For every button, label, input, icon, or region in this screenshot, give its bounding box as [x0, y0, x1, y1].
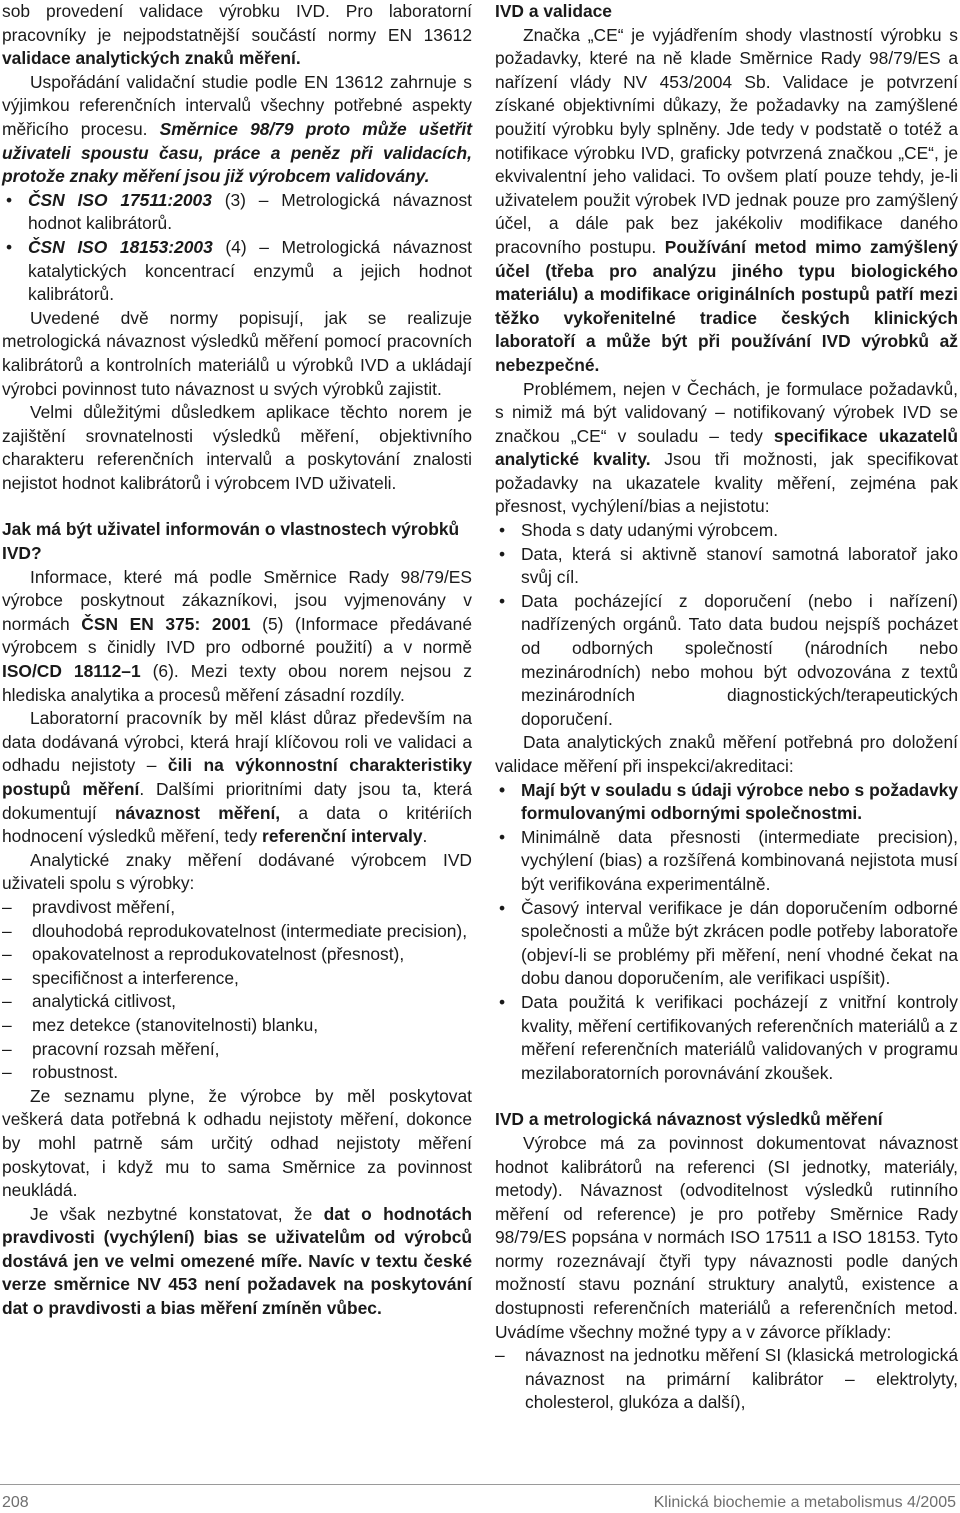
paragraph-emphasis: Používání metod mimo zamýšlený účel (třeba pro analýzu jiného typu biologického materiálu) a modifikace originálních postupů patří mezi těžko vykořenitelné tradice českých klinických laboratoří a může být při používání IVD výrobků až nebezpečné.	[495, 236, 958, 375]
standard-code: ČSN ISO 18153:2003	[28, 236, 213, 257]
list-item: • Časový interval verifikace je dán doporučením odborné společnosti a může být zkrácen podle potřeby laboratoře (objeví-li se problémy při měření, není vhodné čekat na dobu danou doporučením, ale verifikaci uspíšit).	[495, 897, 958, 991]
journal-name: Klinická biochemie a metabolismus 4/2005	[653, 1494, 956, 1511]
paragraph-text: . Dalšími prioritními daty jsou ta, která dokumentují	[2, 779, 472, 823]
list-item: – pravdivost měření,	[2, 896, 472, 920]
paragraph-text: (5) (Informace předávané výrobcem s činidly IVD pro odborné použití) a v normě	[2, 613, 472, 658]
standard-description: (4) – Metrologická návaznost katalytických koncentrací enzymů a jejich hodnot kalibrátorů.	[28, 236, 472, 305]
traceability-list	[495, 1344, 958, 1415]
page-number: 208	[2, 1494, 29, 1511]
paragraph-text: Uspořádání validační studie podle EN 13612 zahrnuje s výjimkou referenčních intervalů všechny potřebné aspekty měřicího procesu.	[2, 71, 472, 139]
paragraph-requirements	[495, 378, 958, 520]
paragraph-study-layout	[2, 71, 472, 189]
list-item: – robustnost.	[2, 1061, 472, 1085]
paragraph-analytical-features: Analytické znaky měření dodávané výrobcem IVD uživateli spolu s výrobky:	[2, 849, 472, 894]
list-item: • Data, která si aktivně stanoví samotná laboratoř jako svůj cíl.	[495, 543, 958, 590]
section-heading: IVD a metrologická návaznost výsledků měření	[495, 1109, 883, 1130]
list-item: – mez detekce (stanovitelnosti) blanku,	[2, 1014, 472, 1038]
section-heading: IVD a validace	[495, 1, 612, 21]
paragraph-text: .	[422, 826, 428, 847]
standard-code: ISO/CD 18112–1	[2, 661, 141, 682]
section-heading: Jak má být uživatel informován o vlastnostech výrobků IVD?	[2, 519, 460, 564]
paragraph-lab-worker	[2, 707, 472, 849]
paragraph-emphasis: dat o hodnotách pravdivosti (vychýlení) bias se uživatelům od výrobců dostává jen ve velmi omezené míře. Navíc v textu české verze směrnice NV 453 není požadavek na poskytování dat o pravdivosti a bias měření zmíněn vůbec.	[2, 1203, 472, 1319]
list-item: – analytická citlivost,	[2, 990, 472, 1014]
standard-code: ČSN ISO 17511:2003	[28, 189, 212, 210]
paragraph-ce-mark	[495, 24, 958, 378]
list-item: • Mají být v souladu s údaji výrobce nebo s požadavky formulovanými odbornými společnostmi.	[495, 779, 958, 826]
list-item: – specifičnost a interference,	[2, 967, 472, 991]
list-item: – návaznost na jednotku měření SI (klasická metrologická návaznost na primární kalibrátor – elektrolyty, cholesterol, glukóza a další),	[495, 1344, 958, 1415]
list-item: • Shoda s daty udanými výrobcem.	[495, 519, 958, 543]
validation-list	[495, 779, 958, 1086]
paragraph-intro	[2, 0, 472, 71]
paragraph-text: a data o kritériích hodnocení výsledků měření, tedy	[2, 802, 472, 847]
list-item: – dlouhodobá reprodukovatelnost (intermediate precision),	[2, 920, 472, 944]
list-item	[2, 236, 472, 307]
paragraph-information	[2, 566, 472, 708]
paragraph-standards: Uvedené dvě normy popisují, jak se realizuje metrologická návaznost výsledků měření pomocí pracovních kalibrátorů a kontrolních materiálů u výrobků IVD a ukládají výrobci povinnost tuto návaznost u svých výrobků zajistit.	[2, 307, 472, 399]
list-item: • Data použitá k verifikaci pocházejí z vnitřní kontroly kvality, měření certifikovaných referenčních materiálů a z měření referenčních materiálů validovaných v programu mezilaboratorních porovnávání zkoušek.	[495, 991, 958, 1085]
paragraph-text: Značka „CE“ je vyjádřením shody vlastností výrobku s požadavky, které na ně klade Směrnice Rady 98/79/ES a nařízení vlády NV 453/2004 Sb. Validace je potvrzení získané objektivními důkazy, že požadavky na zamýšlené použití výrobku byly splněny. Jde tedy v podstatě o totéž a notifikace výrobku IVD, graficky potvrzená značkou „CE“, je ekvivalentní jeho validaci. To ovšem platí pouze tehdy, je-li uživatelem použit výrobek IVD jednak pouze pro zamýšlený účel, a dále pak bez jakékoliv modifikace daného pracovního postupu.	[495, 24, 958, 257]
paragraph-emphasis: návaznost měření,	[114, 802, 281, 823]
paragraph-text: Laboratorní pracovník by měl klást důraz především na data dodávaná výrobci, která hrají klíčovou roli ve validaci a odhadu nejistoty –	[2, 708, 472, 776]
paragraph-emphasis: specifikace ukazatelů analytické kvality.	[495, 425, 958, 470]
list-item: – opakovatelnost a reprodukovatelnost (přesnost),	[2, 943, 472, 967]
paragraph-emphasis: Směrnice 98/79 proto může ušetřit uživateli spoustu času, práce a peněz při validacích, protože znaky měření jsou již výrobcem validovány.	[2, 118, 472, 187]
list-item: – pracovní rozsah měření,	[2, 1038, 472, 1062]
left-column	[2, 0, 472, 1321]
paragraph-text: (6). Mezi texty obou norem nejsou z hlediska analytika a procesů měření zásadní rozdíly.	[2, 661, 472, 705]
paragraph-validation-data: Data analytických znaků měření potřebná pro doložení validace měření při inspekci/akreditaci:	[495, 732, 958, 776]
list-item: • Minimálně data přesnosti (intermediate precision), vychýlení (bias) a rozšířená kombinovaná nejistota musí být verifikována experimentálně.	[495, 826, 958, 897]
paragraph-traceability: Výrobce má za povinnost dokumentovat návaznost hodnot kalibrátorů na referenci (SI jednotky, materiály, metody). Návaznost (odvoditelnost výsledků rutinního měření od reference) je pro potřeby Směrnice Rady 98/79/ES popsána v normách ISO 17511 a ISO 18153. Tyto normy rozeznávají čtyři typy návaznosti podle daných možností stavu poznání struktury analytů, existence a dostupnosti referenčních materiálů a referenčních metod. Uvádíme všechny možné typy a v závorce příklady:	[495, 1132, 958, 1342]
paragraph-text: sob provedení validace výrobku IVD. Pro laboratorní pracovníky je nejpodstatnější součástí normy EN 13612	[2, 1, 472, 45]
list-item	[2, 189, 472, 236]
list-item: • Data pocházející z doporučení (nebo i nařízení) nadřízených orgánů. Tato data budou nejspíš pocházet od odborných společností (národních nebo mezinárodních) nebo mohou být odvozována z textů mezinárodních diagnostických/terapeutických doporučení.	[495, 590, 958, 732]
features-list	[2, 896, 472, 1085]
paragraph-text: Problémem, nejen v Čechách, je formulace požadavků, s nimiž má být validovaný – notifikovaný výrobek IVD se značkou „CE“ v souladu – tedy	[495, 378, 958, 446]
paragraph-emphasis: validace analytických znaků měření.	[2, 48, 301, 69]
paragraph-text: Je však nezbytné konstatovat, že	[30, 1203, 324, 1224]
standards-list	[2, 189, 472, 307]
paragraph-emphasis: čili na výkonnostní charakteristiky postupů měření	[2, 755, 472, 799]
paragraph-text: Informace, které má podle Směrnice Rady 98/79/ES výrobce poskytnout zákazníkovi, jsou vyjmenovány v normách	[2, 566, 472, 634]
paragraph-text: Jsou tři možnosti, jak specifikovat požadavky na ukazatele kvality měření, zejména pak přesnost, vychýlení/bias a nejistotu:	[495, 449, 959, 517]
right-column	[495, 0, 958, 1415]
paragraph-emphasis: referenční intervaly	[262, 826, 423, 847]
paragraph-consequences: Velmi důležitými důsledkem aplikace těchto norem je zajištění srovnatelnosti výsledků měření, objektivního charakteru referenčních intervalů a poskytování znalosti nejistot hodnot kalibrátorů i výrobcem IVD uživateli.	[2, 402, 472, 493]
footer-divider	[0, 1484, 960, 1485]
paragraph-conclusion	[2, 1203, 472, 1321]
standard-code: ČSN EN 375: 2001	[81, 613, 251, 634]
standard-description: (3) – Metrologická návaznost hodnot kalibrátorů.	[28, 189, 472, 234]
options-list	[495, 519, 958, 731]
paragraph-uncertainty: Ze seznamu plyne, že výrobce by měl poskytovat veškerá data potřebná k odhadu nejistoty měření, dokonce by mohl patrně sám určitý odhad nejistoty měření poskytovat, i když mu to sama Směrnice za povinnost neukládá.	[2, 1085, 472, 1201]
